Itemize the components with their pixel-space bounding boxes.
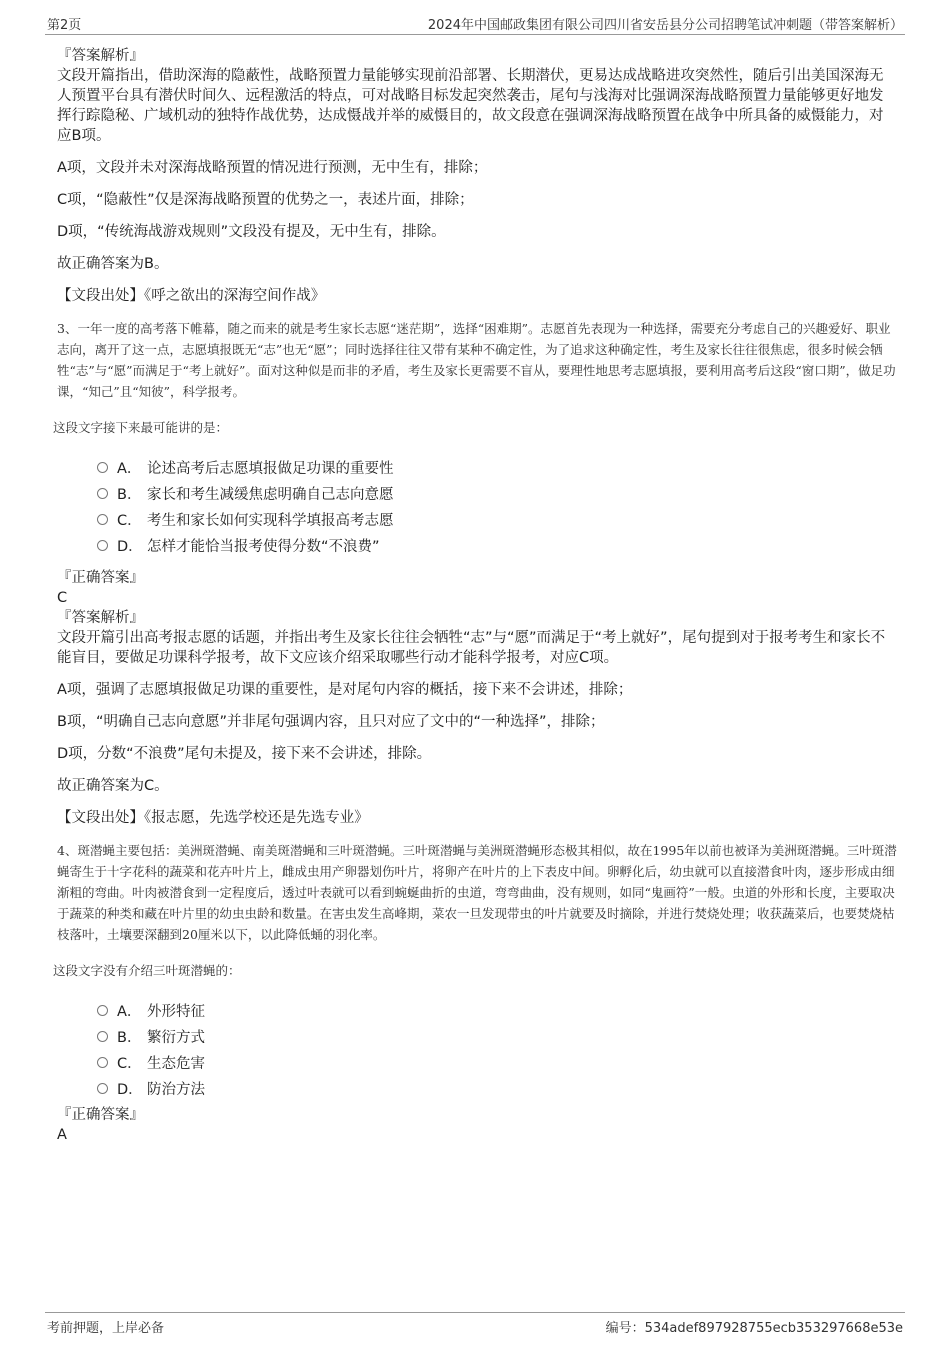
option-b-note: B项，“明确自己志向意愿”并非尾句强调内容，且只对应了文中的“一种选择”，排除； <box>57 714 605 730</box>
correct-answer: C <box>57 590 68 606</box>
conclusion: 故正确答案为B。 <box>57 256 169 272</box>
option-list <box>97 997 897 1101</box>
radio-icon[interactable] <box>97 1083 108 1094</box>
option-d[interactable] <box>97 532 897 558</box>
option-b[interactable] <box>97 1023 897 1049</box>
question-4 <box>53 840 897 1145</box>
option-letter: C． <box>117 512 142 529</box>
document-title: 2024年中国邮政集团有限公司四川省安岳县分公司招聘笔试冲刺题（带答案解析） <box>427 18 903 33</box>
q3-answer-block <box>57 568 897 828</box>
option-letter: D． <box>117 538 143 555</box>
question-text: 3、一年一度的高考落下帷幕，随之而来的就是考生家长志愿“迷茫期”，选择“困难期”。志愿首先表现为一种选择，需要充分考虑自己的兴趣爱好、职业志向，离开了这一点，志愿填报既无“志”也无“愿”；同时选择往往又带有某种不确定性，为了追求这种确定性，考生及家长往往很焦虑，很多时候会牺牲“志”与“愿”而满足于“考上就好”。面对这种似是而非的矛盾，考生及家长更需要不盲从，要理性地思考志愿填报，要利用高考后这段“窗口期”，做足功课，“知己”且“知彼”，科学报考。 <box>57 321 896 399</box>
question-text: 4、斑潜蝇主要包括：美洲斑潜蝇、南美斑潜蝇和三叶斑潜蝇。三叶斑潜蝇与美洲斑潜蝇形态极其相似，故在1995年以前也被译为美洲斑潜蝇。三叶斑潜蝇寄生于十字花科的蔬菜和花卉叶片上，雌成虫用产卵器划伤叶片，将卵产在叶片的上下表皮中间。卵孵化后，幼虫就可以直接潜食叶肉，逐步形成由细渐粗的弯曲。叶肉被潜食到一定程度后，透过叶表就可以看到蜿蜒曲折的虫道，弯弯曲曲，没有规则，如同“鬼画符”一般。虫道的外形和长度，主要取决于蔬菜的种类和藏在叶片里的幼虫虫龄和数量。在害虫发生高峰期，菜农一旦发现带虫的叶片就要及时摘除，并进行焚烧处理；收获蔬菜后，也要焚烧枯枝落叶，土壤要深翻到20厘米以下，以此降低蛹的羽化率。 <box>57 843 897 942</box>
question-ask: 这段文字没有介绍三叶斑潜蝇的： <box>53 963 241 978</box>
analysis-text: 文段开篇引出高考报志愿的话题，并指出考生及家长往往会牺牲“志”与“愿”而满足于“考上就好”，尾句提到对于报考考生和家长不能盲目，要做足功课科学报考，故下文应该介绍采取哪些行动才能科学报考，对应C项。 <box>57 630 886 666</box>
option-list <box>97 454 897 558</box>
option-c[interactable] <box>97 506 897 532</box>
page-header <box>45 12 905 35</box>
option-a[interactable] <box>97 454 897 480</box>
option-letter: C． <box>117 1055 142 1072</box>
option-letter: A． <box>117 460 142 477</box>
option-text: 考生和家长如何实现科学填报高考志愿 <box>147 512 394 529</box>
q2-analysis-block <box>57 46 897 306</box>
question-3 <box>53 318 897 828</box>
analysis-text: 文段开篇指出，借助深海的隐蔽性，战略预置力量能够实现前沿部署、长期潜伏，更易达成战略进攻突然性，随后引出美国深海无人预置平台具有潜伏时间久、远程激活的特点，可对战略目标发起突然袭击，尾句与浅海对比强调深海战略预置力量能够更好地发挥行踪隐秘、广域机动的独特作战优势，达成慑战并举的威慑目的，故文段意在强调深海战略预置在战争中所具备的威慑能力，对应B项。 <box>57 68 884 144</box>
conclusion: 故正确答案为C。 <box>57 778 169 794</box>
option-d[interactable] <box>97 1075 897 1101</box>
correct-answer: A <box>57 1127 67 1143</box>
option-a-note: A项，文段并未对深海战略预置的情况进行预测，无中生有，排除； <box>57 160 488 176</box>
question-ask: 这段文字接下来最可能讲的是： <box>53 420 229 435</box>
option-a[interactable] <box>97 997 897 1023</box>
analysis-label: 『答案解析』 <box>57 610 144 626</box>
correct-label: 『正确答案』 <box>57 570 144 586</box>
footer-slogan: 考前押题，上岸必备 <box>47 1321 165 1336</box>
option-text: 防治方法 <box>147 1081 205 1098</box>
option-b[interactable] <box>97 480 897 506</box>
document-id: 编号：534adef897928755ecb353297668e53e <box>605 1321 903 1336</box>
page-content <box>53 46 897 1145</box>
source: 【文段出处】《报志愿，先选学校还是先选专业》 <box>57 810 369 826</box>
option-text: 繁衍方式 <box>147 1029 205 1046</box>
correct-label: 『正确答案』 <box>57 1107 144 1123</box>
option-letter: B． <box>117 486 142 503</box>
option-text: 外形特征 <box>147 1003 205 1020</box>
option-letter: B． <box>117 1029 142 1046</box>
radio-icon[interactable] <box>97 462 108 473</box>
option-text: 怎样才能恰当报考使得分数“不浪费” <box>147 538 380 555</box>
option-text: 论述高考后志愿填报做足功课的重要性 <box>147 460 394 477</box>
analysis-label: 『答案解析』 <box>57 48 144 64</box>
option-text: 生态危害 <box>147 1055 205 1072</box>
page-footer <box>45 1312 905 1339</box>
option-text: 家长和考生减缓焦虑明确自己志向意愿 <box>147 486 394 503</box>
radio-icon[interactable] <box>97 488 108 499</box>
radio-icon[interactable] <box>97 514 108 525</box>
option-letter: D． <box>117 1081 143 1098</box>
radio-icon[interactable] <box>97 1005 108 1016</box>
option-d-note: D项，“传统海战游戏规则”文段没有提及，无中生有，排除。 <box>57 224 446 240</box>
option-a-note: A项，强调了志愿填报做足功课的重要性，是对尾句内容的概括，接下来不会讲述，排除； <box>57 682 633 698</box>
option-c[interactable] <box>97 1049 897 1075</box>
source: 【文段出处】《呼之欲出的深海空间作战》 <box>57 288 326 304</box>
option-c-note: C项，“隐蔽性”仅是深海战略预置的优势之一，表述片面，排除； <box>57 192 474 208</box>
page-number: 第2页 <box>47 18 82 33</box>
q4-answer-block <box>57 1105 897 1145</box>
option-d-note: D项，分数“不浪费”尾句未提及，接下来不会讲述，排除。 <box>57 746 432 762</box>
option-letter: A． <box>117 1003 142 1020</box>
radio-icon[interactable] <box>97 1057 108 1068</box>
radio-icon[interactable] <box>97 540 108 551</box>
radio-icon[interactable] <box>97 1031 108 1042</box>
